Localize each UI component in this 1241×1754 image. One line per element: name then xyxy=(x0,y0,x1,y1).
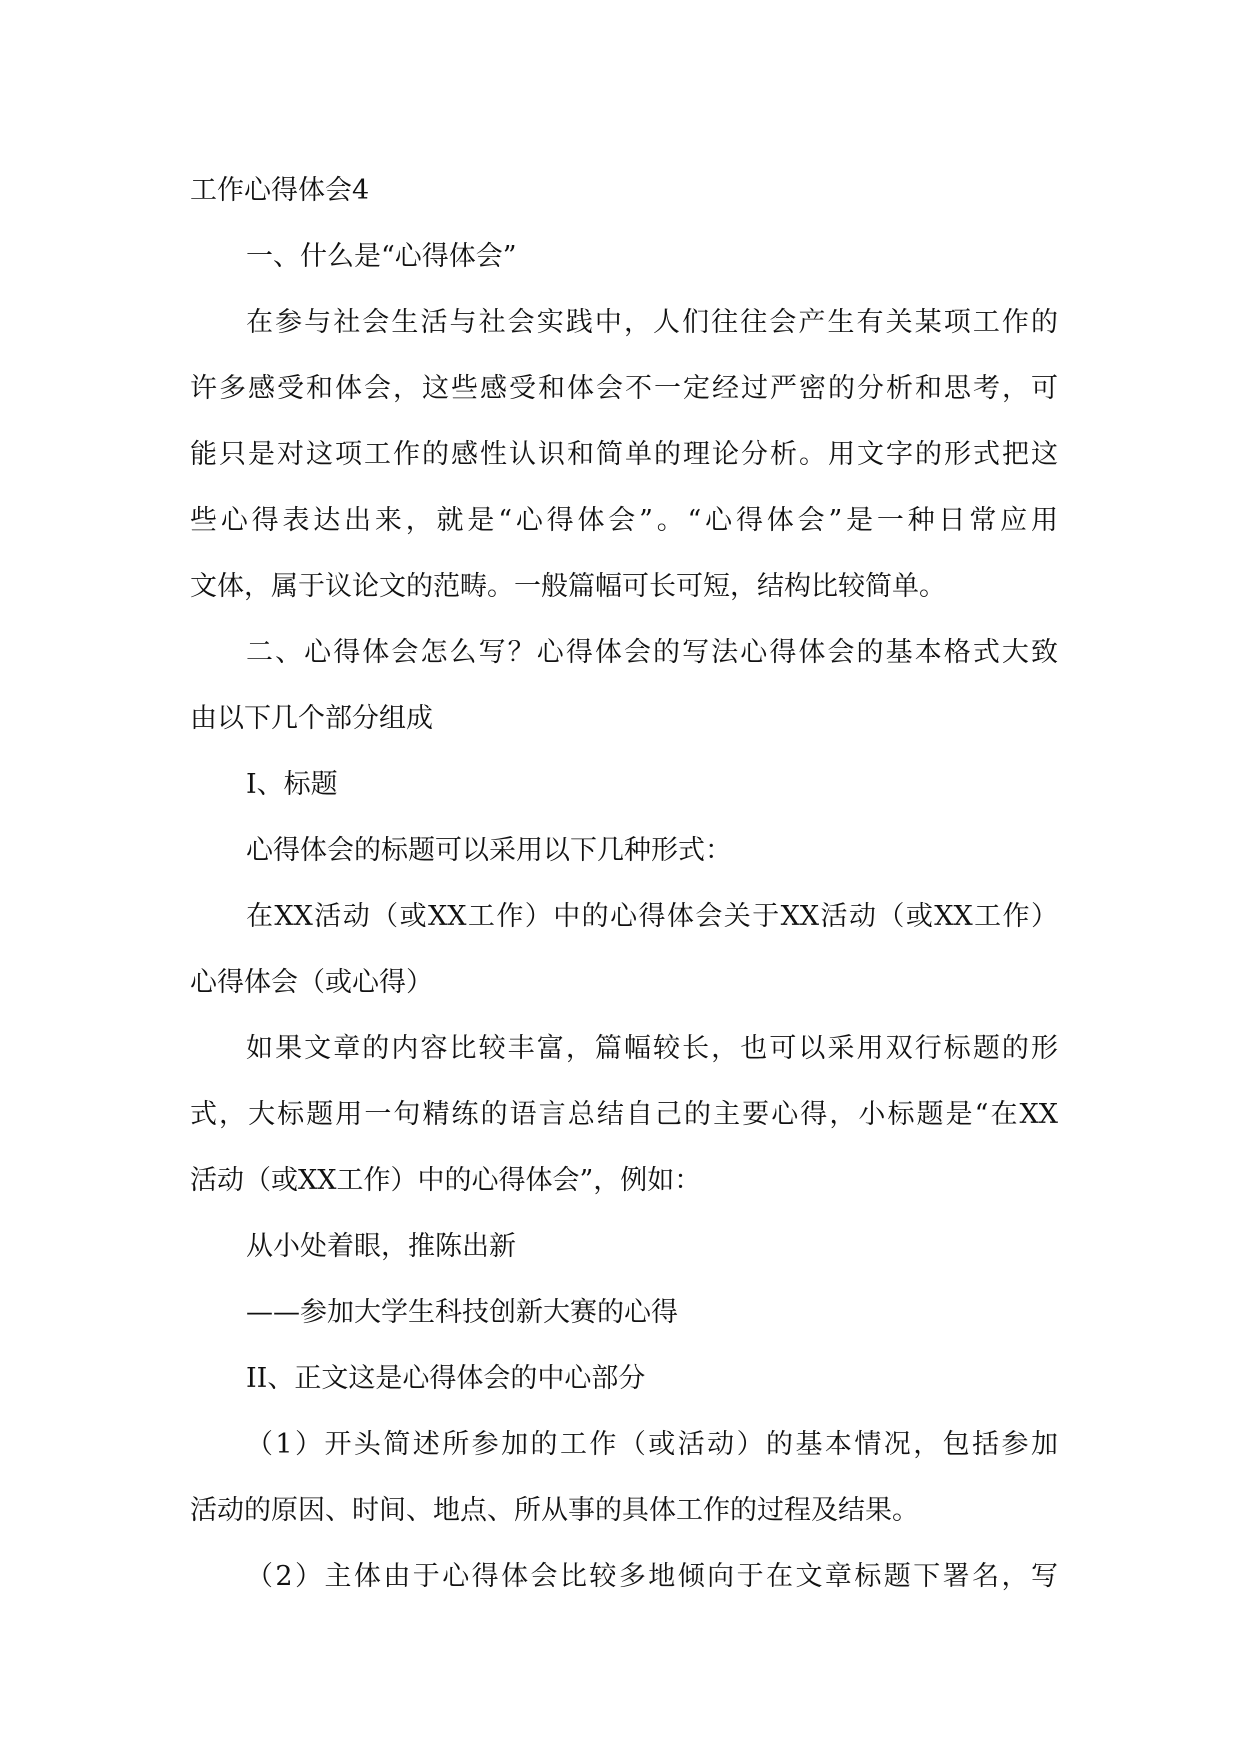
paragraph-line: 式，大标题用一句精练的语言总结自己的主要心得，小标题是“在XX xyxy=(190,1099,1058,1130)
section-heading: 一、什么是“心得体会” xyxy=(246,241,517,272)
paragraph-line: 能只是对这项工作的感性认识和简单的理论分析。用文字的形式把这 xyxy=(190,439,1058,470)
subsection-heading: I、标题 xyxy=(246,769,338,800)
example-title: 从小处着眼，推陈出新 xyxy=(246,1231,516,1262)
paragraph-line: 在XX活动（或XX工作）中的心得体会关于XX活动（或XX工作） xyxy=(246,901,1058,932)
document-page xyxy=(190,158,1058,1610)
paragraph-line: 心得体会（或心得） xyxy=(190,967,433,998)
paragraph-line: 活动（或XX工作）中的心得体会”，例如： xyxy=(190,1165,702,1196)
paragraph-line: 在参与社会生活与社会实践中，人们往往会产生有关某项工作的 xyxy=(246,307,1058,338)
section-heading: 二、心得体会怎么写？心得体会的写法心得体会的基本格式大致 xyxy=(246,637,1058,668)
paragraph-line: （2）主体由于心得体会比较多地倾向于在文章标题下署名，写 xyxy=(246,1561,1058,1592)
paragraph-line: 心得体会的标题可以采用以下几种形式： xyxy=(246,835,732,866)
subsection-heading: II、正文这是心得体会的中心部分 xyxy=(246,1363,646,1394)
paragraph-line: 文体，属于议论文的范畴。一般篇幅可长可短，结构比较简单。 xyxy=(190,571,946,602)
paragraph-line: 活动的原因、时间、地点、所从事的具体工作的过程及结果。 xyxy=(190,1495,919,1526)
document-title: 工作心得体会4 xyxy=(190,175,370,206)
paragraph-line: 如果文章的内容比较丰富，篇幅较长，也可以采用双行标题的形 xyxy=(246,1033,1058,1064)
paragraph-line: 些心得表达出来，就是“心得体会”。“心得体会”是一种日常应用 xyxy=(190,505,1058,536)
paragraph-line: 许多感受和体会，这些感受和体会不一定经过严密的分析和思考，可 xyxy=(190,373,1058,404)
paragraph-line: （1）开头简述所参加的工作（或活动）的基本情况，包括参加 xyxy=(246,1429,1058,1460)
paragraph-line: 由以下几个部分组成 xyxy=(190,703,433,734)
example-subtitle: ——参加大学生科技创新大赛的心得 xyxy=(246,1297,678,1328)
